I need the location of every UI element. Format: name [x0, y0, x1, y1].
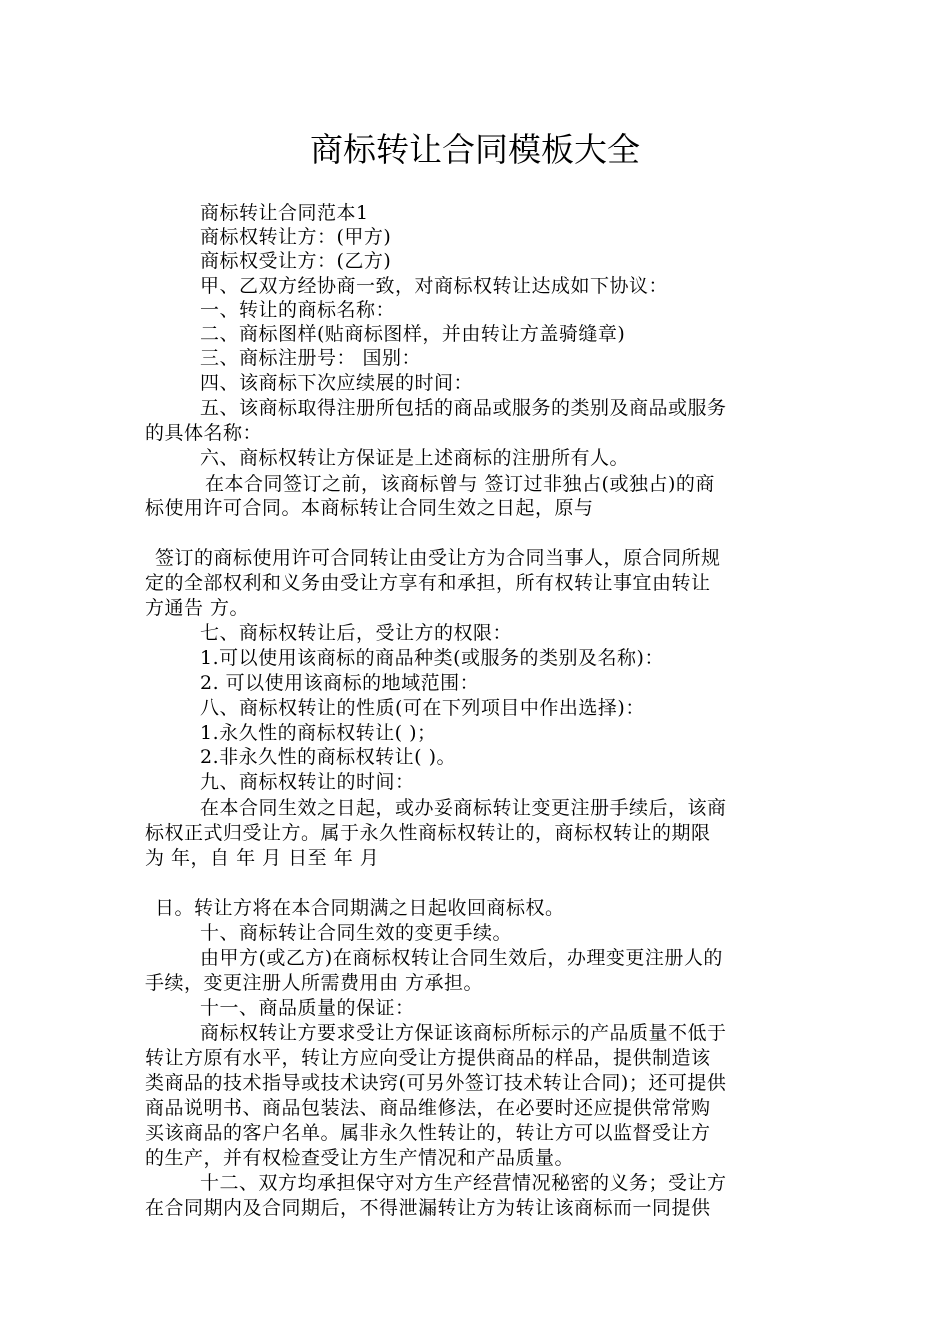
text-line: 商标权转让方：(甲方) — [200, 226, 392, 248]
text-line: 五、该商标取得注册所包括的商品或服务的类别及商品或服务 — [200, 397, 727, 419]
text-line: 商品说明书、商品包装法、商品维修法，在必要时还应提供常常购 — [145, 1097, 711, 1119]
text-line: 二、商标图样(贴商标图样，并由转让方盖骑缝章) — [200, 323, 626, 345]
text-line: 的生产，并有权检查受让方生产情况和产品质量。 — [145, 1147, 575, 1169]
text-line: 1.可以使用该商标的商品种类(或服务的类别及名称)： — [200, 647, 664, 669]
text-line: 在合同期内及合同期后，不得泄漏转让方为转让该商标而一同提供 — [145, 1197, 711, 1219]
text-line: 在本合同生效之日起，或办妥商标转让变更注册手续后，该商 — [200, 797, 727, 819]
text-line: 十一、商品质量的保证： — [200, 997, 415, 1019]
text-line: 八、商标权转让的性质(可在下列项目中作出选择)： — [200, 697, 645, 719]
text-line: 一、转让的商标名称： — [200, 299, 396, 321]
text-line: 九、商标权转让的时间： — [200, 771, 415, 793]
text-line: 2.非永久性的商标权转让( )。 — [200, 746, 456, 768]
text-line: 商标权转让方要求受让方保证该商标所标示的产品质量不低于 — [200, 1022, 727, 1044]
text-line: 商标转让合同范本1 — [200, 202, 369, 224]
text-line: 十二、双方均承担保守对方生产经营情况秘密的义务；受让方 — [200, 1172, 727, 1194]
document-title: 商标转让合同模板大全 — [310, 130, 640, 169]
text-line: 六、商标权转让方保证是上述商标的注册所有人。 — [200, 447, 630, 469]
text-line: 的具体名称： — [145, 422, 263, 444]
text-line: 甲、乙双方经协商一致，对商标权转让达成如下协议： — [200, 275, 669, 297]
text-line: 1.永久性的商标权转让( )； — [200, 722, 437, 744]
text-line: 买该商品的客户名单。属非永久性转让的，转让方可以监督受让方 — [145, 1122, 711, 1144]
text-line: 由甲方(或乙方)在商标权转让合同生效后，办理变更注册人的 — [200, 947, 723, 969]
text-line: 三、商标注册号： 国别： — [200, 347, 422, 369]
text-line: 为 年，自 年 月 日至 年 月 — [145, 847, 380, 869]
text-line: 日。转让方将在本合同期满之日起收回商标权。 — [155, 897, 565, 919]
text-line: 十、商标转让合同生效的变更手续。 — [200, 922, 513, 944]
text-line: 标使用许可合同。本商标转让合同生效之日起，原与 — [145, 497, 594, 519]
text-line: 手续，变更注册人所需费用由 方承担。 — [145, 972, 484, 994]
text-line: 定的全部权利和义务由受让方享有和承担，所有权转让事宜由转让 — [145, 572, 711, 594]
text-line: 2. 可以使用该商标的地域范围： — [200, 672, 480, 694]
text-line: 签订的商标使用许可合同转让由受让方为合同当事人，原合同所规 — [155, 547, 721, 569]
text-line: 四、该商标下次应续展的时间： — [200, 372, 474, 394]
text-line: 七、商标权转让后，受让方的权限： — [200, 622, 513, 644]
text-line: 标权正式归受让方。属于永久性商标权转让的，商标权转让的期限 — [145, 822, 711, 844]
text-line: 方通告 方。 — [145, 597, 250, 619]
text-line: 类商品的技术指导或技术诀窍(可另外签订技术转让合同)；还可提供 — [145, 1072, 727, 1094]
text-line: 转让方原有水平，转让方应向受让方提供商品的样品，提供制造该 — [145, 1047, 711, 1069]
text-line: 商标权受让方：(乙方) — [200, 250, 392, 272]
text-line: 在本合同签订之前，该商标曾与 签订过非独占(或独占)的商 — [205, 473, 715, 495]
